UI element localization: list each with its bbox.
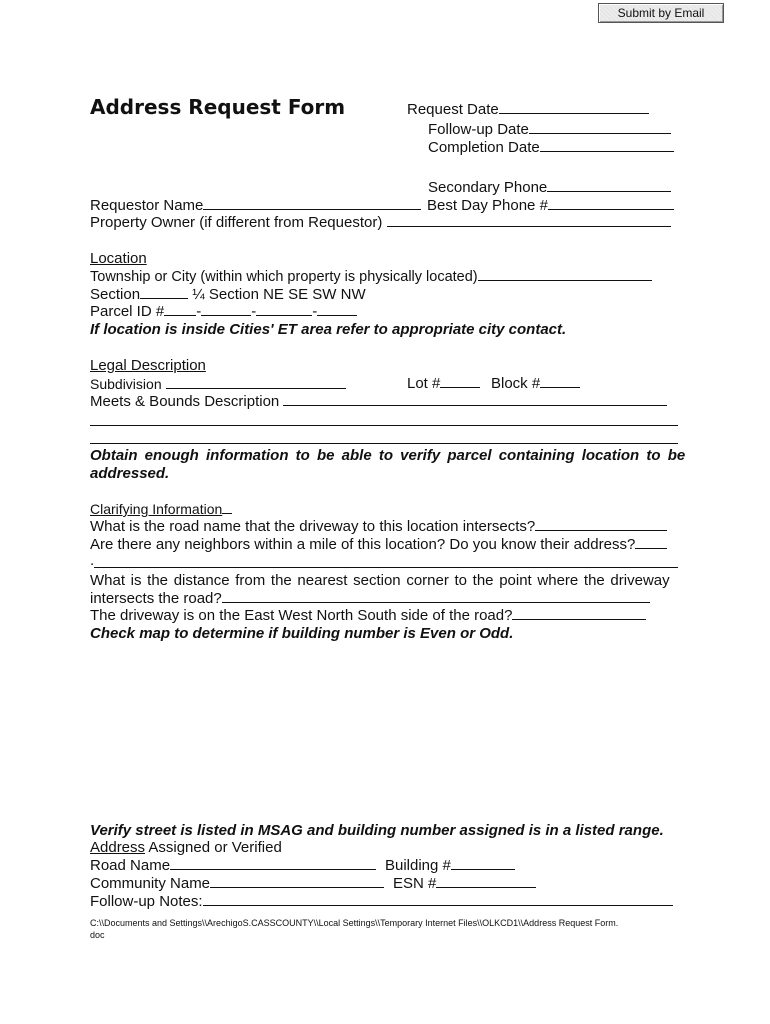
assigned-or-verified: Assigned or Verified bbox=[145, 839, 282, 856]
followup-date-label: Follow-up Date bbox=[428, 121, 529, 138]
road-name-field[interactable] bbox=[170, 857, 376, 870]
parcel-id-row bbox=[90, 303, 357, 320]
followup-notes-label: Follow-up Notes: bbox=[90, 893, 203, 910]
location-heading: Location bbox=[90, 250, 147, 267]
completion-date-row bbox=[428, 139, 674, 156]
community-name-row bbox=[90, 875, 384, 892]
parcel-id-field-4[interactable] bbox=[317, 303, 357, 316]
section-row bbox=[90, 286, 366, 303]
neighbors-question: Are there any neighbors within a mile of this location? Do you know their address? bbox=[90, 536, 636, 553]
heading-underline-ext bbox=[222, 501, 232, 514]
best-day-phone-row bbox=[427, 197, 674, 214]
township-label: Township or City (within which property is physically located) bbox=[90, 269, 478, 285]
footer-file-path: C:\\Documents and Settings\\ArechigoS.CASSCOUNTY\\Local Settings\\Temporary Internet Files\\OLKCD1\\Address Request Form. bbox=[90, 918, 619, 928]
requestor-name-label: Requestor Name bbox=[90, 197, 204, 214]
completion-date-label: Completion Date bbox=[428, 139, 540, 156]
meets-bounds-row bbox=[90, 393, 667, 410]
followup-date-field[interactable] bbox=[529, 121, 671, 134]
request-date-field[interactable] bbox=[499, 101, 649, 114]
check-map-note: Check map to determine if building number is Even or Odd. bbox=[90, 625, 514, 642]
driveway-side-answer-field[interactable] bbox=[512, 607, 646, 620]
obtain-info-note: Obtain enough information to be able to verify parcel containing location to be bbox=[90, 447, 686, 464]
parcel-id-field-3[interactable] bbox=[256, 303, 312, 316]
property-owner-field[interactable] bbox=[387, 214, 671, 227]
parcel-dash: - bbox=[312, 303, 318, 320]
parcel-dash: - bbox=[251, 303, 257, 320]
quarter-section-options[interactable]: ¼ Section NE SE SW NW bbox=[192, 286, 366, 303]
followup-date-row bbox=[428, 121, 671, 138]
township-row bbox=[90, 268, 652, 285]
building-row bbox=[385, 857, 515, 874]
driveway-side-row bbox=[90, 607, 646, 624]
distance-question: What is the distance from the nearest section corner to the point where the driveway bbox=[90, 572, 670, 589]
neighbors-answer-line[interactable] bbox=[94, 567, 678, 568]
meets-bounds-label: Meets & Bounds Description bbox=[90, 393, 280, 410]
driveway-side-question[interactable]: The driveway is on the East West North South side of the road? bbox=[90, 607, 513, 624]
esn-label: ESN # bbox=[393, 875, 437, 892]
address-word: Address bbox=[90, 839, 146, 856]
community-name-label: Community Name bbox=[90, 875, 211, 892]
parcel-id-field-2[interactable] bbox=[201, 303, 251, 316]
subdivision-field[interactable] bbox=[166, 376, 346, 389]
distance-question-cont: intersects the road? bbox=[90, 590, 222, 607]
neighbors-answer-field[interactable] bbox=[635, 536, 667, 549]
best-day-phone-field[interactable] bbox=[548, 197, 674, 210]
road-name-answer-field[interactable] bbox=[535, 518, 667, 531]
followup-notes-field[interactable] bbox=[203, 893, 673, 906]
form-title: Address Request Form bbox=[90, 95, 346, 119]
block-field[interactable] bbox=[540, 375, 580, 388]
building-label: Building # bbox=[385, 857, 451, 874]
verify-msag-note: Verify street is listed in MSAG and building number assigned is in a listed range. bbox=[90, 822, 664, 839]
property-owner-label: Property Owner (if different from Requestor) bbox=[90, 214, 383, 231]
parcel-id-field-1[interactable] bbox=[164, 303, 196, 316]
lot-label: Lot # bbox=[407, 375, 441, 392]
best-day-phone-label: Best Day Phone # bbox=[427, 197, 548, 214]
meets-bounds-line-3[interactable] bbox=[90, 443, 678, 444]
meets-bounds-field[interactable] bbox=[283, 393, 667, 406]
lot-row bbox=[407, 375, 480, 392]
building-field[interactable] bbox=[451, 857, 515, 870]
community-name-field[interactable] bbox=[210, 875, 384, 888]
road-name-question-row bbox=[90, 518, 667, 535]
secondary-phone-row bbox=[428, 179, 671, 196]
distance-question-cont-row bbox=[90, 590, 650, 607]
request-date-label: Request Date bbox=[407, 101, 499, 118]
esn-row bbox=[393, 875, 536, 892]
road-name-label: Road Name bbox=[90, 857, 171, 874]
township-field[interactable] bbox=[478, 268, 652, 281]
stray-dot: . bbox=[90, 552, 95, 569]
footer-file-path-cont: doc bbox=[90, 930, 105, 940]
section-label: Section bbox=[90, 286, 141, 303]
block-row bbox=[491, 375, 580, 392]
obtain-info-note-cont: addressed. bbox=[90, 465, 170, 482]
completion-date-field[interactable] bbox=[540, 139, 674, 152]
requestor-name-field[interactable] bbox=[203, 197, 421, 210]
address-assigned-row bbox=[90, 839, 282, 856]
secondary-phone-label: Secondary Phone bbox=[428, 179, 548, 196]
block-label: Block # bbox=[491, 375, 541, 392]
neighbors-question-row bbox=[90, 536, 667, 553]
legal-description-heading: Legal Description bbox=[90, 357, 206, 374]
meets-bounds-line-2[interactable] bbox=[90, 425, 678, 426]
road-name-question: What is the road name that the driveway to this location intersects? bbox=[90, 518, 536, 535]
parcel-dash: - bbox=[196, 303, 202, 320]
submit-by-email-button[interactable]: Submit by Email bbox=[598, 3, 724, 23]
cities-et-note: If location is inside Cities' ET area refer to appropriate city contact. bbox=[90, 321, 567, 338]
secondary-phone-field[interactable] bbox=[547, 179, 671, 192]
section-field[interactable] bbox=[140, 286, 188, 299]
distance-answer-field[interactable] bbox=[222, 590, 650, 603]
property-owner-row bbox=[90, 214, 671, 231]
clarifying-heading: Clarifying Information bbox=[90, 501, 223, 517]
esn-field[interactable] bbox=[436, 875, 536, 888]
subdivision-label: Subdivision bbox=[90, 376, 162, 392]
subdivision-row bbox=[90, 376, 346, 392]
followup-notes-row bbox=[90, 893, 673, 910]
request-date-row bbox=[407, 101, 649, 118]
requestor-name-row bbox=[90, 197, 421, 214]
clarifying-heading-row bbox=[90, 501, 232, 517]
parcel-id-label: Parcel ID # bbox=[90, 303, 165, 320]
road-name-row bbox=[90, 857, 376, 874]
lot-field[interactable] bbox=[440, 375, 480, 388]
